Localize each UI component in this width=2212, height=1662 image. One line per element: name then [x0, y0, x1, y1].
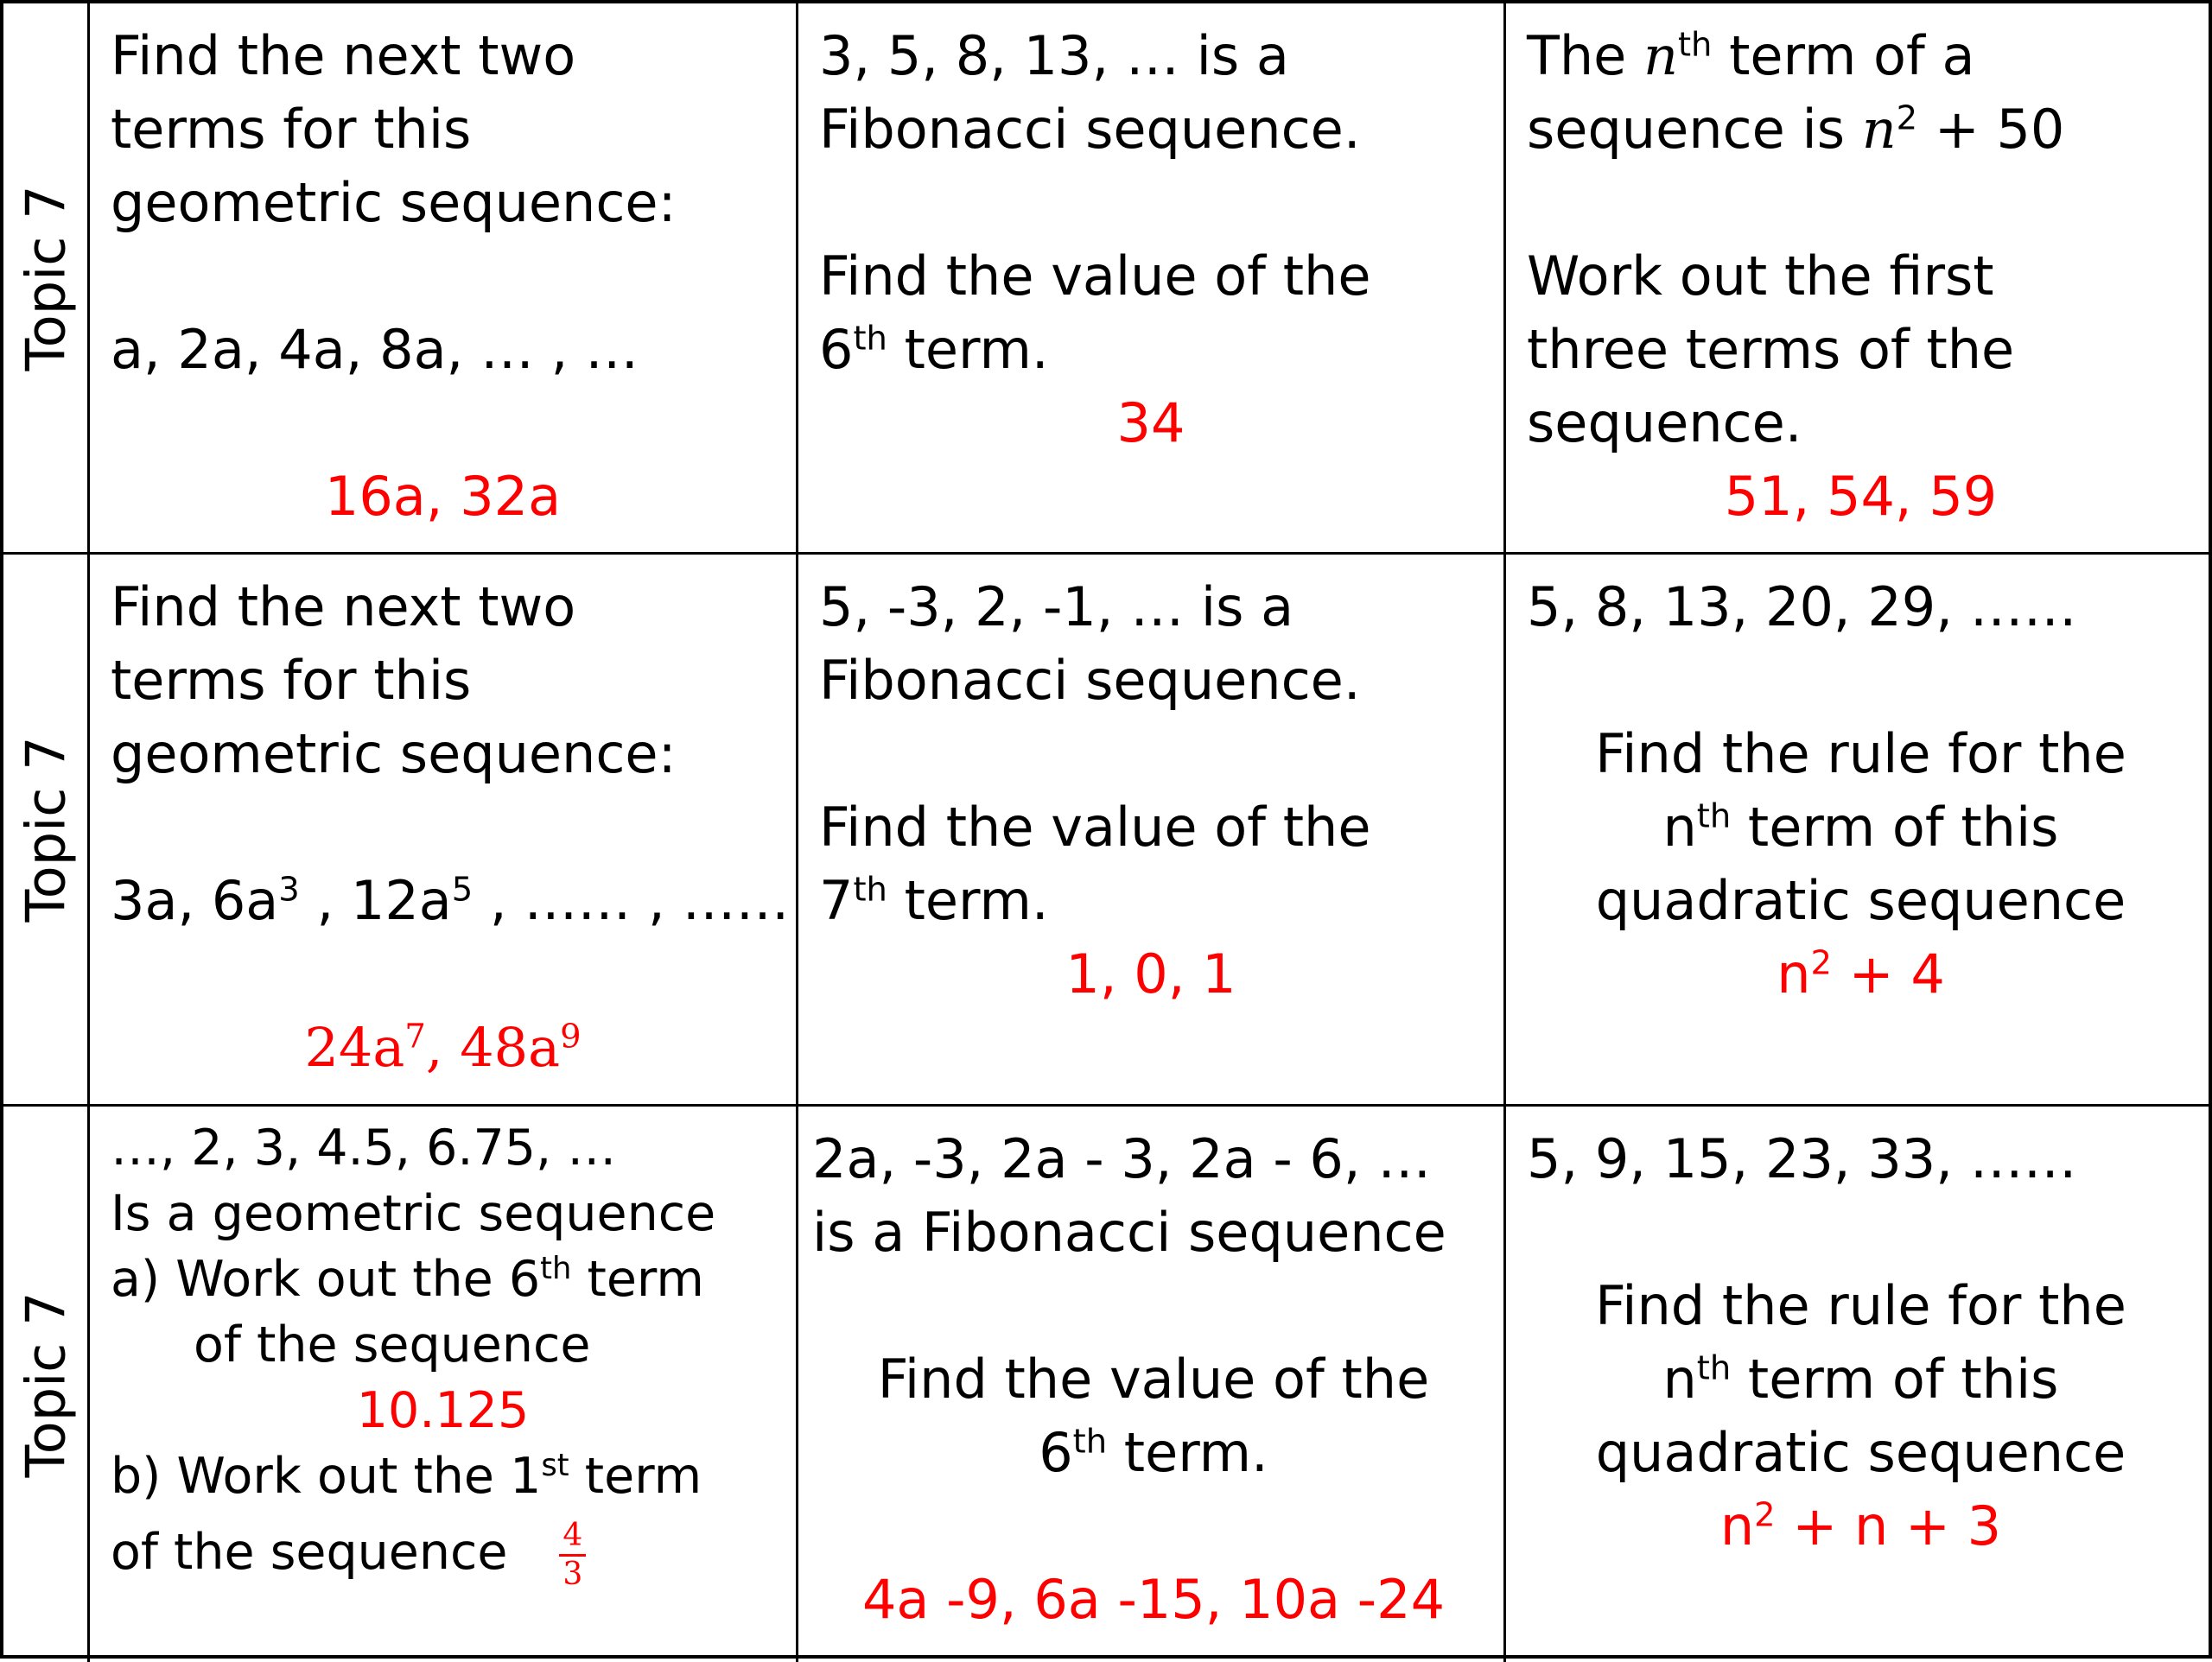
question-cell-r3c1 — [90, 1107, 798, 1662]
question-part-b: of the sequence $\frac{4}{3}$ — [111, 1509, 775, 1595]
question-text: Find the value of the — [877, 1348, 1430, 1411]
question-text: quadratic sequence — [1595, 1421, 2126, 1484]
sequence-text: 5, 9, 15, 23, 33, …… — [1527, 1127, 2077, 1190]
question-cell-r1c3 — [1506, 3, 2212, 555]
question-text: Fibonacci sequence. — [819, 649, 1361, 712]
answer-text: $n^2 + n + 3$ — [1719, 1494, 2002, 1557]
question-text: 3, 5, 8, 13, … is a — [819, 24, 1289, 87]
question-text: geometric sequence: — [111, 171, 677, 234]
topic-label-cell — [3, 555, 90, 1107]
topic-label: Topic 7 — [14, 184, 77, 371]
question-text: Is a geometric sequence — [111, 1185, 716, 1242]
question-cell-r1c2 — [798, 3, 1506, 555]
question-text: 6th term. — [819, 318, 1049, 381]
answer-text: 1, 0, 1 — [1065, 942, 1236, 1005]
sequence-text: a, 2a, 4a, 8a, … , … — [111, 318, 639, 381]
question-text: is a Fibonacci sequence — [812, 1201, 1446, 1264]
question-text: Find the rule for the — [1595, 722, 2126, 785]
question-text: terms for this — [111, 98, 472, 161]
question-part-b: b) Work out the 1st term — [111, 1448, 702, 1505]
question-cell-r1c1 — [90, 3, 798, 555]
question-text: Work out the first — [1527, 244, 1994, 308]
answer-fraction: $\frac{4}{3}$ — [559, 1518, 586, 1593]
question-cell-r2c2 — [798, 555, 1506, 1107]
question-text: $n^{th}$ term of this — [1662, 796, 2059, 859]
answer-text: $24a^7$, $48a^9$ — [304, 1016, 582, 1079]
sequence-text: 5, 8, 13, 20, 29, …… — [1527, 575, 2077, 638]
question-text: Find the value of the — [819, 796, 1371, 859]
question-text: 5, -3, 2, -1, … is a — [819, 575, 1294, 638]
topic-label-cell — [3, 1107, 90, 1662]
question-text: 7th term. — [819, 869, 1049, 932]
question-text: The $n^{th}$ term of a — [1527, 24, 1975, 87]
question-text: terms for this — [111, 649, 472, 712]
answer-text: 16a, 32a — [324, 465, 562, 528]
question-cell-r2c3 — [1506, 555, 2212, 1107]
sequence-text: …, 2, 3, 4.5, 6.75, … — [111, 1120, 617, 1177]
topic-label: Topic 7 — [14, 1291, 77, 1478]
question-text: 2a, -3, 2a - 3, 2a - 6, … — [812, 1127, 1432, 1190]
sequence-text: 3a, $6a^3$ , $12a^5$ , …… , …… — [111, 869, 790, 932]
answer-text: 51, 54, 59 — [1724, 465, 1998, 528]
question-text: Find the value of the — [819, 244, 1371, 308]
topic-label: Topic 7 — [14, 736, 77, 923]
question-text: sequence. — [1527, 391, 1802, 454]
question-cell-r3c3 — [1506, 1107, 2212, 1662]
question-text: Find the next two — [111, 24, 576, 87]
answer-text: 34 — [1116, 391, 1185, 454]
answer-text: $n^2 + 4$ — [1777, 942, 1945, 1005]
question-text: $n^{th}$ term of this — [1662, 1348, 2059, 1411]
question-text: three terms of the — [1527, 318, 2015, 381]
question-cell-r3c2 — [798, 1107, 1506, 1662]
answer-text: 10.125 — [356, 1382, 530, 1439]
answer-text: 4a -9, 6a -15, 10a -24 — [861, 1568, 1446, 1631]
question-text: quadratic sequence — [1595, 869, 2126, 932]
topic-label-cell — [3, 3, 90, 555]
question-text: sequence is $n^2 + 50$ — [1527, 98, 2065, 161]
question-part-a: a) Work out the 6th term — [111, 1251, 704, 1308]
question-text: Find the next two — [111, 575, 576, 638]
question-part-a: of the sequence — [194, 1316, 591, 1373]
question-text: geometric sequence: — [111, 722, 677, 785]
question-text: Fibonacci sequence. — [819, 98, 1361, 161]
question-text: Find the rule for the — [1595, 1274, 2126, 1337]
question-cell-r2c1 — [90, 555, 798, 1107]
question-text: 6th term. — [1039, 1421, 1268, 1484]
